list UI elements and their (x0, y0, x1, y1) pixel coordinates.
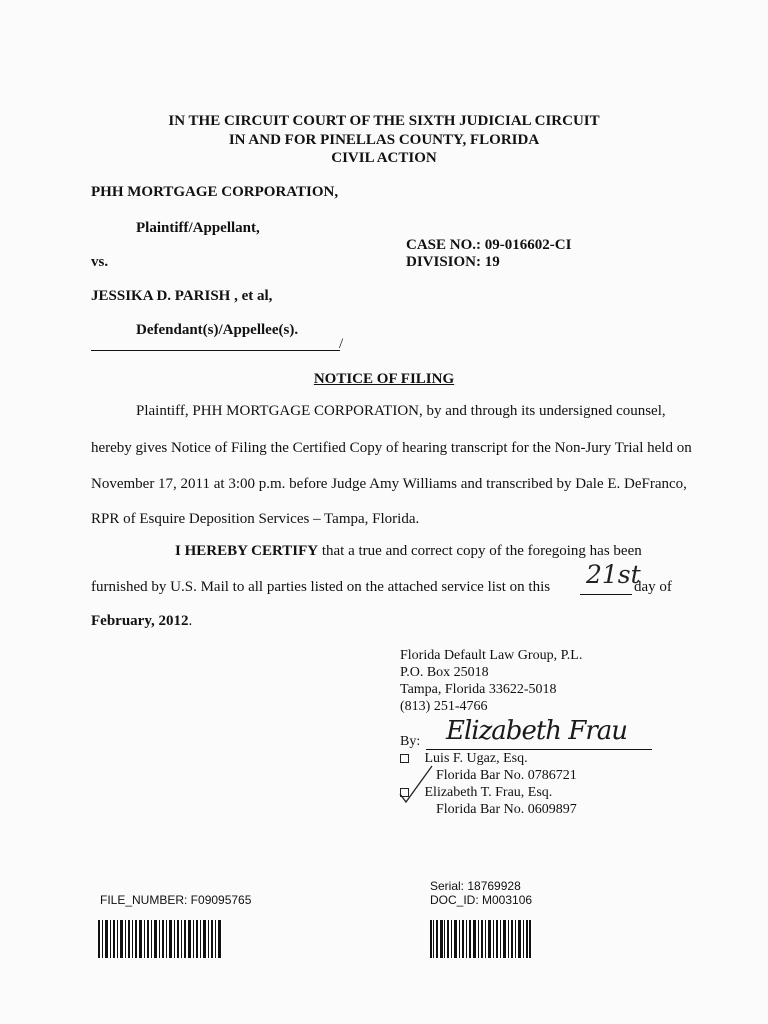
date-line (91, 613, 192, 630)
file-barcode (98, 920, 222, 958)
case-number: CASE NO.: 09-016602-CI (406, 237, 572, 253)
certify-text: that a true and correct copy of the foregoing has been (321, 543, 642, 559)
court-line-1: IN THE CIRCUIT COURT OF THE SIXTH JUDICIAL CIRCUIT (168, 113, 600, 129)
firm-po-box: P.O. Box 25018 (400, 665, 489, 680)
handwritten-day: 21st (586, 560, 641, 589)
plaintiff-role: Plaintiff/Appellant, (136, 220, 260, 236)
firm-city: Tampa, Florida 33622-5018 (400, 682, 557, 697)
day-blank (580, 594, 632, 595)
attorney-2-bar: Florida Bar No. 0609897 (436, 802, 577, 817)
attorney-1-bar: Florida Bar No. 0786721 (436, 768, 577, 783)
body-line-4: RPR of Esquire Deposition Services – Tampa, Florida. (91, 511, 420, 527)
body-line-3: November 17, 2011 at 3:00 p.m. before Judge Amy Williams and transcribed by Dale E. DeFranco, (91, 476, 687, 492)
plaintiff-name: PHH MORTGAGE CORPORATION, (91, 184, 339, 200)
check-mark-icon (398, 764, 438, 804)
caption-slash: / (339, 336, 344, 352)
court-line-3: CIVIL ACTION (331, 150, 437, 166)
notice-title: NOTICE OF FILING (313, 371, 455, 387)
defendant-name: JESSIKA D. PARISH , et al, (91, 288, 273, 304)
signature: Elizabeth Frau (446, 716, 628, 746)
service-line: furnished by U.S. Mail to all parties listed on the attached service list on this (91, 579, 551, 595)
certify-heading: I HEREBY CERTIFY (175, 543, 319, 559)
day-of-label: day of (634, 579, 672, 595)
signature-line (426, 749, 652, 750)
serial-number: Serial: 18769928 (430, 879, 521, 893)
division-number: DIVISION: 19 (406, 254, 500, 270)
body-line-1: Plaintiff, PHH MORTGAGE CORPORATION, by and through its undersigned counsel, (136, 403, 666, 419)
body-line-2: hereby gives Notice of Filing the Certified Copy of hearing transcript for the Non-Jury Trial held on (91, 440, 692, 456)
doc-barcode (430, 920, 532, 958)
by-label: By: (400, 734, 421, 749)
attorney-2-name: Elizabeth T. Frau, Esq. (424, 785, 553, 800)
attorney-1-name: Luis F. Ugaz, Esq. (424, 751, 528, 766)
doc-id: DOC_ID: M003106 (430, 893, 533, 907)
firm-name: Florida Default Law Group, P.L. (400, 648, 583, 663)
court-line-2: IN AND FOR PINELLAS COUNTY, FLORIDA (228, 132, 540, 148)
filing-date: February, 2012 (91, 613, 189, 629)
certify-line (175, 543, 642, 560)
firm-phone: (813) 251-4766 (400, 699, 488, 714)
file-number: FILE_NUMBER: F09095765 (100, 893, 252, 907)
defendant-role: Defendant(s)/Appellee(s). (136, 322, 299, 338)
versus-label: vs. (91, 254, 109, 270)
date-period: . (188, 613, 193, 629)
caption-rule (91, 350, 340, 351)
checkbox-icon (400, 754, 409, 763)
